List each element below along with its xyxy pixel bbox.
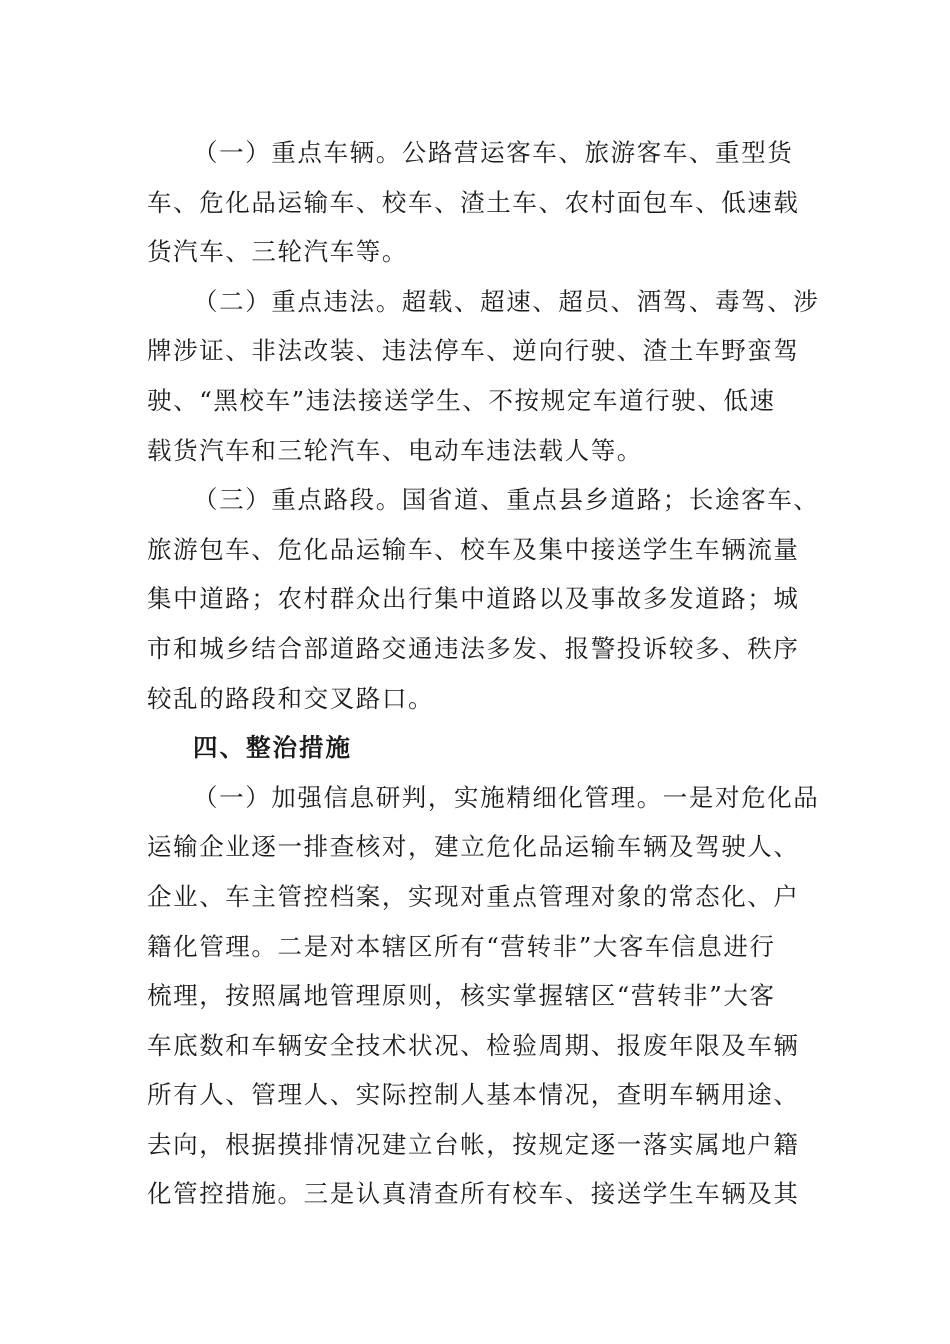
paragraph-measures-line-9: 化管控措施。三是认真清查所有校车、接送学生车辆及其 [147,1179,800,1209]
paragraph-measures-line-7: 所有人、管理人、实际控制人基本情况，查明车辆用途、 [147,1080,800,1110]
paragraph-measures-line-3: 企业、车主管控档案，实现对重点管理对象的常态化、户 [147,881,800,911]
paragraph-key-violations-line-4: 载货汽车和三轮汽车、电动车违法载人等。 [147,435,643,465]
paragraph-key-roads-line-5: 较乱的路段和交叉路口。 [147,683,435,713]
paragraph-key-roads-line-2: 旅游包车、危化品运输车、校车及集中接送学生车辆流量 [147,534,800,564]
document-body [147,128,820,1219]
paragraph-key-violations-line-1: （二）重点违法。超载、超速、超员、酒驾、毒驾、涉 [193,286,820,316]
paragraph-measures-line-8: 去向，根据摸排情况建立台帐，按规定逐一落实属地户籍 [147,1129,800,1159]
paragraph-measures-line-5: 梳理，按照属地管理原则，核实掌握辖区“营转非”大客 [147,981,776,1011]
paragraph-measures-line-6: 车底数和车辆安全技术状况、检验周期、报废年限及车辆 [147,1030,800,1060]
paragraph-key-vehicles-line-2: 车、危化品运输车、校车、渣土车、农村面包车、低速载 [147,187,800,217]
paragraph-measures-line-1: （一）加强信息研判，实施精细化管理。一是对危化品 [193,782,820,812]
paragraph-key-roads-line-3: 集中道路；农村群众出行集中道路以及事故多发道路；城 [147,584,800,614]
paragraph-key-violations-line-2: 牌涉证、非法改装、违法停车、逆向行驶、渣土车野蛮驾 [147,336,800,366]
paragraph-key-roads-line-4: 市和城乡结合部道路交通违法多发、报警投诉较多、秩序 [147,633,800,663]
paragraph-key-vehicles-line-1: （一）重点车辆。公路营运客车、旅游客车、重型货 [193,138,794,167]
paragraph-measures-line-4: 籍化管理。二是对本辖区所有“营转非”大客车信息进行 [147,931,776,961]
paragraph-key-roads-line-1: （三）重点路段。国省道、重点县乡道路；长途客车、 [193,485,820,515]
paragraph-key-violations-line-3: 驶、“黑校车”违法接送学生、不按规定车道行驶、低速 [147,385,776,415]
paragraph-measures-line-2: 运输企业逐一排查核对，建立危化品运输车辆及驾驶人、 [147,832,800,862]
paragraph-key-vehicles-line-3: 货汽车、三轮汽车等。 [147,237,408,267]
section-heading-measures: 四、整治措施 [193,733,352,763]
